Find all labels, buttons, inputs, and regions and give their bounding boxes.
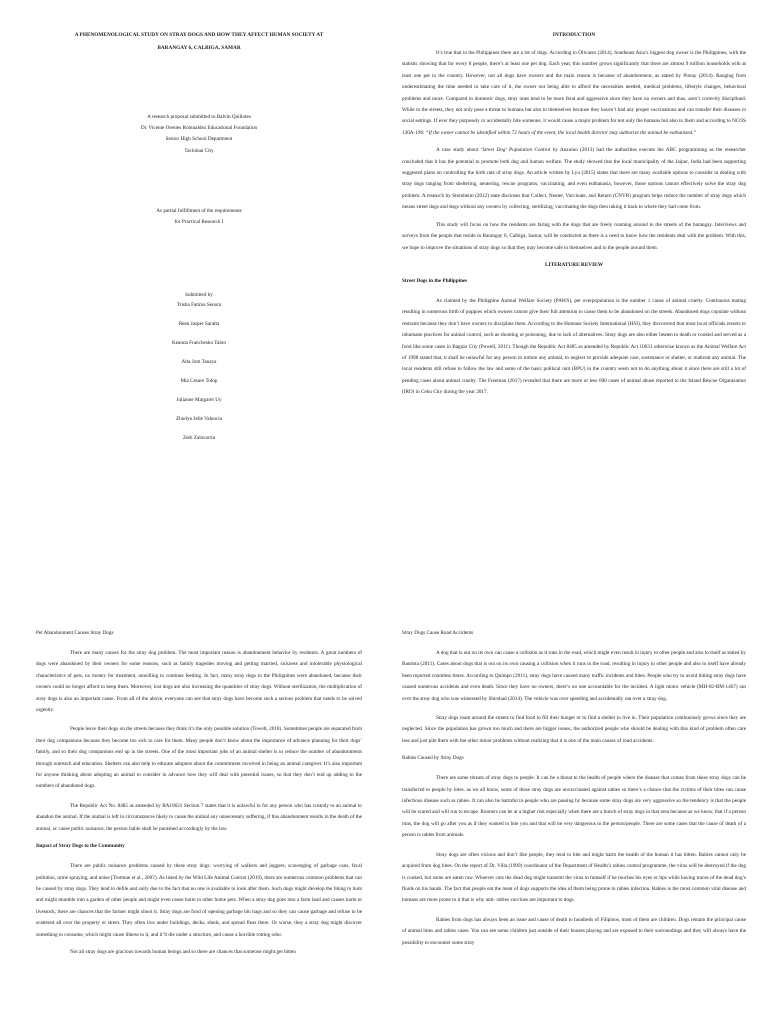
road-accidents-page xyxy=(384,512,768,1024)
body-paragraph: Stray dogs roam around the streets to find food to fill their hunger or to find a shelter to live in. Their population continuously grows since they are neglected. Since the population has grown too much and there are bigger issues, the authorized people who should be dealing with this kind of problem often care less and just pile them with the other minor problems without realizing that it is one of the main causes of road accidents. xyxy=(402,715,746,744)
author-name: Trisha Fatima Senora xyxy=(176,302,222,308)
subheading-street-dogs: Street Dogs in the Philippines xyxy=(402,277,468,284)
road-accidents-section xyxy=(402,630,746,955)
submitted-line: Tacloban City xyxy=(184,147,214,154)
body-paragraph: There are some threats of stray dogs to people. It can be a threat to the health of people where the disease that comes from these stray dogs can be transferred to people by bites. as we all know, some of these stray dogs are unvaccinated against rabies so there’s a chance that the victims of their bites can cause infectious disease such as rabies. It can also be harmful to people who are passing by because some stray dogs are very aggressive so the tendency is that the people will be scared and will run to escape. Runners can be at a higher risk especially when there are a bunch of stray dogs in that area because as we know, that if a person runs, the dog will go after you as if they wanted to bite you and that will be very dangerous to the person/people. There are some cases that the cause of death of a person is rabies from animals. xyxy=(402,775,746,839)
body-paragraph: Not all stray dogs are gracious towards human beings and so there are chances that someone might get bitten xyxy=(70,948,296,955)
fulfillment-block xyxy=(36,206,362,228)
cover-title xyxy=(36,30,362,54)
submitted-line: A research proposal submitted to Balvin Quillotes xyxy=(147,114,251,120)
fulfillment-line: for Practical Research I xyxy=(174,219,224,226)
submission-block xyxy=(36,112,362,157)
subheading-rabies: Rabies Caused by Stray Dogs xyxy=(402,755,464,762)
submitted-line: Senior High School Department xyxy=(165,136,233,143)
subheading-road-accidents: Stray Dogs Cause Road Accidents xyxy=(402,630,474,636)
author-name: Mia Cesare Tolop xyxy=(180,378,218,384)
body-paragraph: Stray dogs are often vicious and don’t like people, they tend to bite and might harm the health of the human it has bitten. Rabies cannot only be acquired from dog bites. On the report of Dr. Villa (1999) coordinator of the Department of Health’s rabies control programme, the virus will be destroyed if the dog is cooked, but some are eaten raw. Whoever cuts the dead dog might transmit the virus to himself if he touches his eyes or lips while having traces of the dead dog’s fluids on his hands. The fact that people eat the meat of dogs supports the idea of them being prone to rabies infection. Rabies is the most common viral disease and humans are more prone to it that is why anti- rabies vaccines are important to dogs. xyxy=(402,851,746,904)
body-paragraph: Rabies from dogs has always been an issue and cause of death to hundreds of Filipinos, most of them are children. Dogs remain the principal cause of animal bites and rabies cases. You can see some children just outside of their houses playing and are exposed to their surroundings and they will always have the possibility to encounter some stray xyxy=(402,916,746,946)
submitted-by-label: Submitted by xyxy=(185,292,213,298)
introduction-heading: INTRODUCTION xyxy=(552,32,596,38)
intro-paragraph: A case study about ‘Street Dog’ Population Control by Anzuino (2013) had the authorities execute the ABC programming as the researcher concluded that it has the potential to promote both dog and human welfare. The study showed that the local municipality of the Jaipur, India had been supporting suggested plans on controlling the birth rate of stray dogs. An article written by Lyu (2015) states that there are many available options to consider in dealing with stray dogs ranging from sheltering, neutering, rescue programs, vaccinating, and even euthanasia, however, those options cannot effectively solve the stray dog problem. A research by Sternheim (2012) state discloses that Collect, Neuter, Vaccinate, and Return (CNVR) program helps reduce the number of stray dogs which means street dogs and dogs without any owners by collecting, sterilizing, vaccinating the dogs then taking it back to where they had come from. xyxy=(402,147,747,211)
subheading-abandonment: Pet Abandonment Causes Stray Dogs xyxy=(36,630,114,636)
lit-paragraph: As claimed by the Philippine Animal Welfare Society (PAWS), pet overpopulation is the number 1 cause of animal cruelty. Continuous mating resulting in numerous birth of puppies which owners cannot give their full attention to cause them to be abandoned on the streets. Abandoned dogs copulate without restraint because they don’t have owners to discipline them. According to the Humane Society International (HSI), they discovered that most local officials resorts to inhumane practices for animal control, such as shooting or poisoning, due to lack of alternatives. Stray dogs are also either beaten to death or cooked and served as a food like some cases in Baguio City (Powell, 2011). Though the Republic Act 8485 as amended by Republic Act 10631 otherwise known as the Animal Welfare Act of 1998 stated that, it shall be unlawful for any person to torture any animal, to neglect to provide adequate care, sustenance or shelter, or maltreat any animal. The local residents still refuse to follow the law and some of the basic political unit (BPU) in the country seem not to do anything about it since there are still a lot of pending cases about animal cruelty. The Freeman (2017) revealed that there are more or less 600 cases of animal abuse reported to the Island Rescue Organization (IRO) in Cebu City during the year 2017. xyxy=(402,297,746,396)
cover-page xyxy=(0,0,384,512)
intro-paragraph: This study will focus on how the residents are faring with the dogs that are freely roaming around in the streets of the barangay. Interviews and surveys from the people that reside in Barangay 6, Calbiga, Samar, will be conducted as there is a need to know how the residents deal with the problem. With this, we hope to improve the situations of stray dogs so that they may become safe to themselves and to the people around them. xyxy=(402,221,746,251)
body-paragraph: A dog that is out on its own can cause a collision as it runs in the road, which might even result in injury to other people and also to itself as stated by Bautista (2011). Cases about dogs that is out on its own causing a collision when it runs in the road, resulting in injury to other people and also to itself have already been reported countless times. According to Quimpo (2011), stray dogs have caused many traffic incidents and bites. People who try to avoid hitting stray dogs have caused numerous accidents and even death. Since they have no owners, there’s no one accountable for the incident. A light motor vehicle (MH-02-BM-1467) ran over the stray dog who was witnessed by Shirshad (2014). The vehicle was over speeding and accidentally ran over a stray dog. xyxy=(402,650,746,702)
author-name: Reen Jasper Saralta xyxy=(178,321,220,327)
author-name: Alta Jom Tanaya xyxy=(181,359,217,365)
author-name: Zhielyn Jelle Valencia xyxy=(176,416,222,422)
submitted-line: Dr. Vicente Orestes Romualdez Educational Foundation xyxy=(140,125,258,132)
abandonment-page xyxy=(0,512,384,1024)
body-paragraph: There are public nuisance problems caused by these stray dogs: worrying of walkers and joggers, scavenging of garbage cans, fecal pollution, urine spraying, and noise [Trotman et al., 2007). As listed by the Wild Life Animal Control (2019), there are numerous common problems that can be caused by stray dogs. They tend to defile and sully due to the fact that no one is available to look after them. Such dogs might develop the liking to hunt and might mumble into a garden of other people and might even cause harm to other home pets. When a stray dog goes into a farm land and causes harm to livestock, there are chances that the farmer might shoot it. Stray dogs are fond of opening garbage bin bags and so they can cause garbage and refuse to be scattered all over the property or street. They often live under buildings, decks, sheds, and spread fleas there. Or worse, they a stray dog might discover something to consume, which might cause illness to it, and it’ll die under a structure, and cause a horrible rotting odor. xyxy=(36,863,362,938)
subheading-impact: Impact of Stray Dogs to the Community xyxy=(36,843,125,850)
abandonment-section xyxy=(36,630,362,964)
introduction-page xyxy=(384,0,768,512)
body-paragraph: There are many causes for the stray dog problem. The most important reason is abandonment behavior by residents. A great numbers of dogs were abandoned by their owners for some reasons, such as family tragedies moving and getting married, sickness and intolerable physiological characteristics of pets, no money for treatment, unwilling to continue feeding. In fact, many stray dogs in the Philippines were abandoned, because their owners could no longer afford to keep them. Moreover, lost dogs are also increasing the quantities of stray dogs. Without sterilization, the multiplication of stray dogs is also an important cause. From all of the above, everyone can see that stray dogs have become such a serious problem that needs to be solved urgently. xyxy=(36,650,362,714)
body-paragraph: The Republic Act No. 8485 as amended by RA10631 Section 7 states that it is unlawful to for any person who has custody to an animal to abandon the animal. If the animal is left in circumstances likely to cause the animal any unnecessary suffering, if this abandonment results in the death of the animal, or cause public nuisance, the person liable shall be punished accordingly by the law. xyxy=(36,802,362,832)
author-name: Julianne Margaret Uy xyxy=(176,397,222,403)
title-line-2: BARANGAY 6, CALBIGA, SAMAR xyxy=(157,45,241,51)
author-name: Zeth Zalavarria xyxy=(182,435,216,441)
body-paragraph: People leave their dogs on the streets because they think it’s the only possible solution (Towell, 2018). Sometimes people are separated from their dog companions because they become too sick to care for them. Many people don’t know about the importance of advance planning for their dogs’ family, and so their dog companions end up in the streets. One of the most important jobs of an animal shelter is to reduce the number of abandonments through outreach and education. Shelters can also help to educate adopters about the commitment involved in being an animal caregiver. It’s also important for anyone thinking about adopting an animal to consider in advance how they will deal with potential issues, so that they don’t end up adding to the numbers of abandoned dogs. xyxy=(36,726,362,790)
author-name: Keanna Franchesko Talon xyxy=(172,340,226,346)
authors-block xyxy=(36,292,362,454)
introduction-section xyxy=(402,32,746,405)
title-line-1: A PHENOMENOLOGICAL STUDY ON STRAY DOGS AND HOW THEY AFFECT HUMAN SOCIETY AT xyxy=(74,32,324,38)
fulfillment-line: As partial fulfillment of the requirements xyxy=(156,208,242,214)
intro-paragraph: It’s true that in the Philippines there are a lot of dogs. According to Olivarez (2014), Southeast Asia’s biggest dog owner is the Philippines, with the statistic showing that for every 8 people, there’s at least one pet dog. Each year, this number grows significantly that there are almost 9 million households with at least one pet in the country. However, not all dogs have owners and the main reason is because of abandonment, as stated by Pimay (2014). Ranging from underestimating the time needed to take care of it, the owner not being able to afford the necessities needed, medical problems, lifestyle changes, behavioral problems and more. Compared to domestic dogs, stray ones tend to be more feral and aggressive since they have no owners and thus, aren’t correctly disciplined. While in the streets, they not only pose a threat to humans but also to themselves because they haven’t had any proper vaccinations and can transfer their diseases in social settings. If ever they purposely or accidentally bite someone, it would cause a major problem for not only the humans but also to them and according to NCOS 130A-196: “If the owner cannot be identified within 72 hours of the event, the local health director may authorize the animal be euthanized.” xyxy=(402,50,746,136)
literature-review-heading: LITERATURE REVIEW xyxy=(544,261,604,268)
